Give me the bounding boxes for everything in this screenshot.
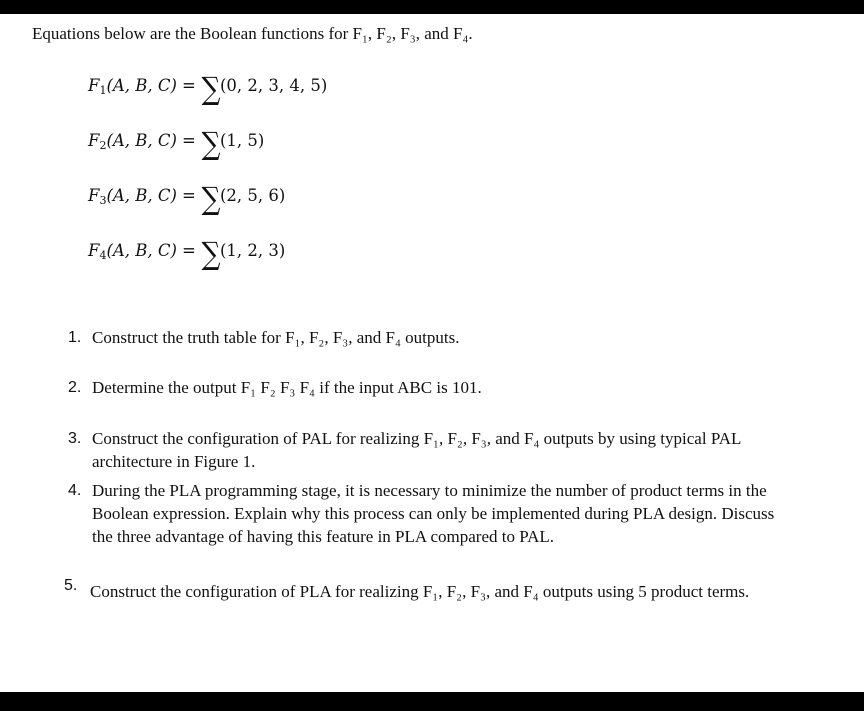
- equation-f4: [88, 236, 286, 272]
- function-args: (A, B, C): [106, 241, 177, 260]
- function-subscript: 2: [99, 139, 107, 152]
- question-1: [68, 326, 808, 350]
- sigma-symbol: ∑: [201, 71, 221, 107]
- function-args: (A, B, C): [106, 186, 177, 205]
- question-text: Construct the configuration of PAL for realizing F₁, F₂, F₃, and F₄ outputs by using typical PAL architecture in Figure 1.: [92, 429, 741, 471]
- equation-f1: [88, 71, 328, 107]
- function-subscript: 4: [99, 249, 107, 262]
- question-number: 4.: [68, 482, 82, 499]
- function-name: F: [88, 241, 100, 260]
- function-name: F: [88, 76, 100, 95]
- sigma-symbol: ∑: [201, 181, 221, 217]
- question-4: [68, 479, 808, 575]
- minterms: (2, 5, 6): [219, 186, 286, 205]
- minterms: (1, 2, 3): [219, 241, 286, 260]
- equals-sign: =: [181, 76, 196, 95]
- question-number: 2.: [68, 379, 82, 396]
- sigma-symbol: ∑: [201, 126, 221, 162]
- equation-f2: [88, 126, 265, 162]
- document-page: [0, 14, 864, 692]
- equals-sign: =: [181, 131, 196, 150]
- equation-f3: [88, 181, 286, 217]
- minterms: (0, 2, 3, 4, 5): [219, 76, 328, 95]
- minterms: (1, 5): [219, 131, 265, 150]
- question-2: [68, 376, 808, 400]
- function-subscript: 1: [99, 84, 107, 97]
- question-number: 3.: [68, 430, 82, 447]
- function-args: (A, B, C): [106, 131, 177, 150]
- question-3: [68, 427, 808, 475]
- question-5: [64, 577, 804, 628]
- question-number: 5.: [64, 577, 78, 594]
- question-text: Construct the configuration of PLA for realizing F₁, F₂, F₃, and F₄ outputs using 5 product terms.: [90, 582, 750, 601]
- question-text: Determine the output F₁ F₂ F₃ F₄ if the input ABC is 101.: [92, 378, 482, 397]
- equals-sign: =: [181, 186, 196, 205]
- question-number: 1.: [68, 329, 82, 346]
- function-name: F: [88, 131, 100, 150]
- function-name: F: [88, 186, 100, 205]
- function-args: (A, B, C): [106, 76, 177, 95]
- question-text: Construct the truth table for F₁, F₂, F₃, and F₄ outputs.: [92, 328, 460, 347]
- equals-sign: =: [181, 241, 196, 260]
- question-text: During the PLA programming stage, it is necessary to minimize the number of product terms in the Boolean expression. Explain why this process can only be implemented during PLA design. Discuss the three advantage of having this feature in PLA compared to PAL.: [92, 481, 775, 546]
- sigma-symbol: ∑: [201, 236, 221, 272]
- function-subscript: 3: [99, 194, 107, 207]
- intro-text: Equations below are the Boolean functions for F₁, F₂, F₃, and F₄.: [32, 24, 473, 43]
